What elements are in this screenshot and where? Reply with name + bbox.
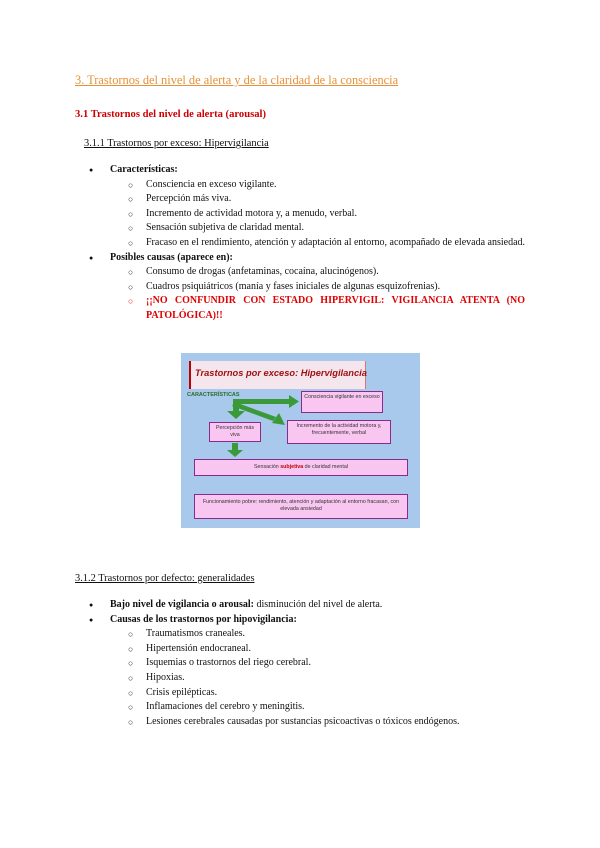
arrow-head-right [289, 395, 299, 408]
list-item: ○ Hipertensión endocraneal. [0, 642, 600, 657]
list-item: ○ Cuadros psiquiátricos (manía y fases iniciales de algunas esquizofrenias). [0, 280, 600, 295]
list-item: ○ Inflamaciones del cerebro y meningitis. [0, 700, 600, 715]
box-percepcion: Percepción más viva [209, 422, 261, 442]
caracteristicas-label: ● Características: [0, 163, 600, 178]
section-311-list [0, 163, 600, 324]
box-sensacion-pre: Sensación [254, 464, 281, 470]
list-item [0, 598, 600, 613]
sub-heading: 3.1 Trastornos del nivel de alerta (arousal) [75, 109, 266, 120]
section-311-title: 3.1.1 Trastornos por exceso: Hipervigilancia [84, 138, 269, 149]
arrow-head-down-1 [227, 411, 245, 419]
list-item: ○ Isquemias o trastornos del riego cerebral. [0, 656, 600, 671]
list-item: ○ Traumatismos craneales. [0, 627, 600, 642]
diagram-label: CARACTERÍSTICAS [187, 392, 240, 398]
list-item: ○ Crisis epilépticas. [0, 686, 600, 701]
list-item: ○ Consumo de drogas (anfetaminas, cocaína, alucinógenos). [0, 265, 600, 280]
section-312-list [0, 598, 600, 729]
diagram-title: Trastornos por exceso: Hipervigilancia [195, 368, 367, 378]
arrow-stem-right [233, 399, 291, 404]
causas-hipo-label: ● Causas de los trastornos por hipovigilancia: [0, 613, 600, 628]
box-funcionamiento: Funcionamiento pobre: rendimiento, atención y adaptación al entorno fracasan, con elevada ansiedad [194, 494, 408, 519]
list-item: ○ Fracaso en el rendimiento, atención y adaptación al entorno, acompañado de elevada ansiedad. [0, 236, 600, 251]
section-312-title: 3.1.2 Trastornos por defecto: generalidades [75, 573, 255, 584]
bajo-nivel-label: Bajo nivel de vigilancia o arousal: [110, 599, 254, 610]
arrow-head-down-2 [227, 450, 243, 457]
box-incremento: Incremento de la actividad motora y, frecuentemente, verbal [287, 420, 391, 444]
box-sensacion-highlight: subjetiva [280, 464, 304, 470]
box-sensacion [194, 459, 408, 476]
causas-label: ● Posibles causas (aparece en): [0, 251, 600, 266]
list-item: ○ Sensación subjetiva de claridad mental. [0, 221, 600, 236]
box-consciencia: Consciencia vigilante en exceso [301, 391, 383, 413]
hipervigilancia-diagram [181, 353, 420, 528]
list-item: ○ Incremento de actividad motora y, a menudo, verbal. [0, 207, 600, 222]
main-heading: 3. Trastornos del nivel de alerta y de la claridad de la consciencia [75, 73, 399, 87]
list-item: ○ Percepción más viva. [0, 192, 600, 207]
list-item: ○ Lesiones cerebrales causadas por sustancias psicoactivas o tóxicos endógenos. [0, 715, 600, 730]
warning-item: ○ ¡¡NO CONFUNDIR CON ESTADO HIPERVIGIL: VIGILANCIA ATENTA (NO PATOLÓGICA)!! [0, 294, 600, 323]
arrow-stem-down-2 [232, 443, 238, 451]
bajo-nivel-text: disminución del nivel de alerta. [254, 599, 383, 610]
box-sensacion-post: de claridad mental [303, 464, 348, 470]
list-item: ○ Hipoxias. [0, 671, 600, 686]
list-item: ○ Consciencia en exceso vigilante. [0, 178, 600, 193]
